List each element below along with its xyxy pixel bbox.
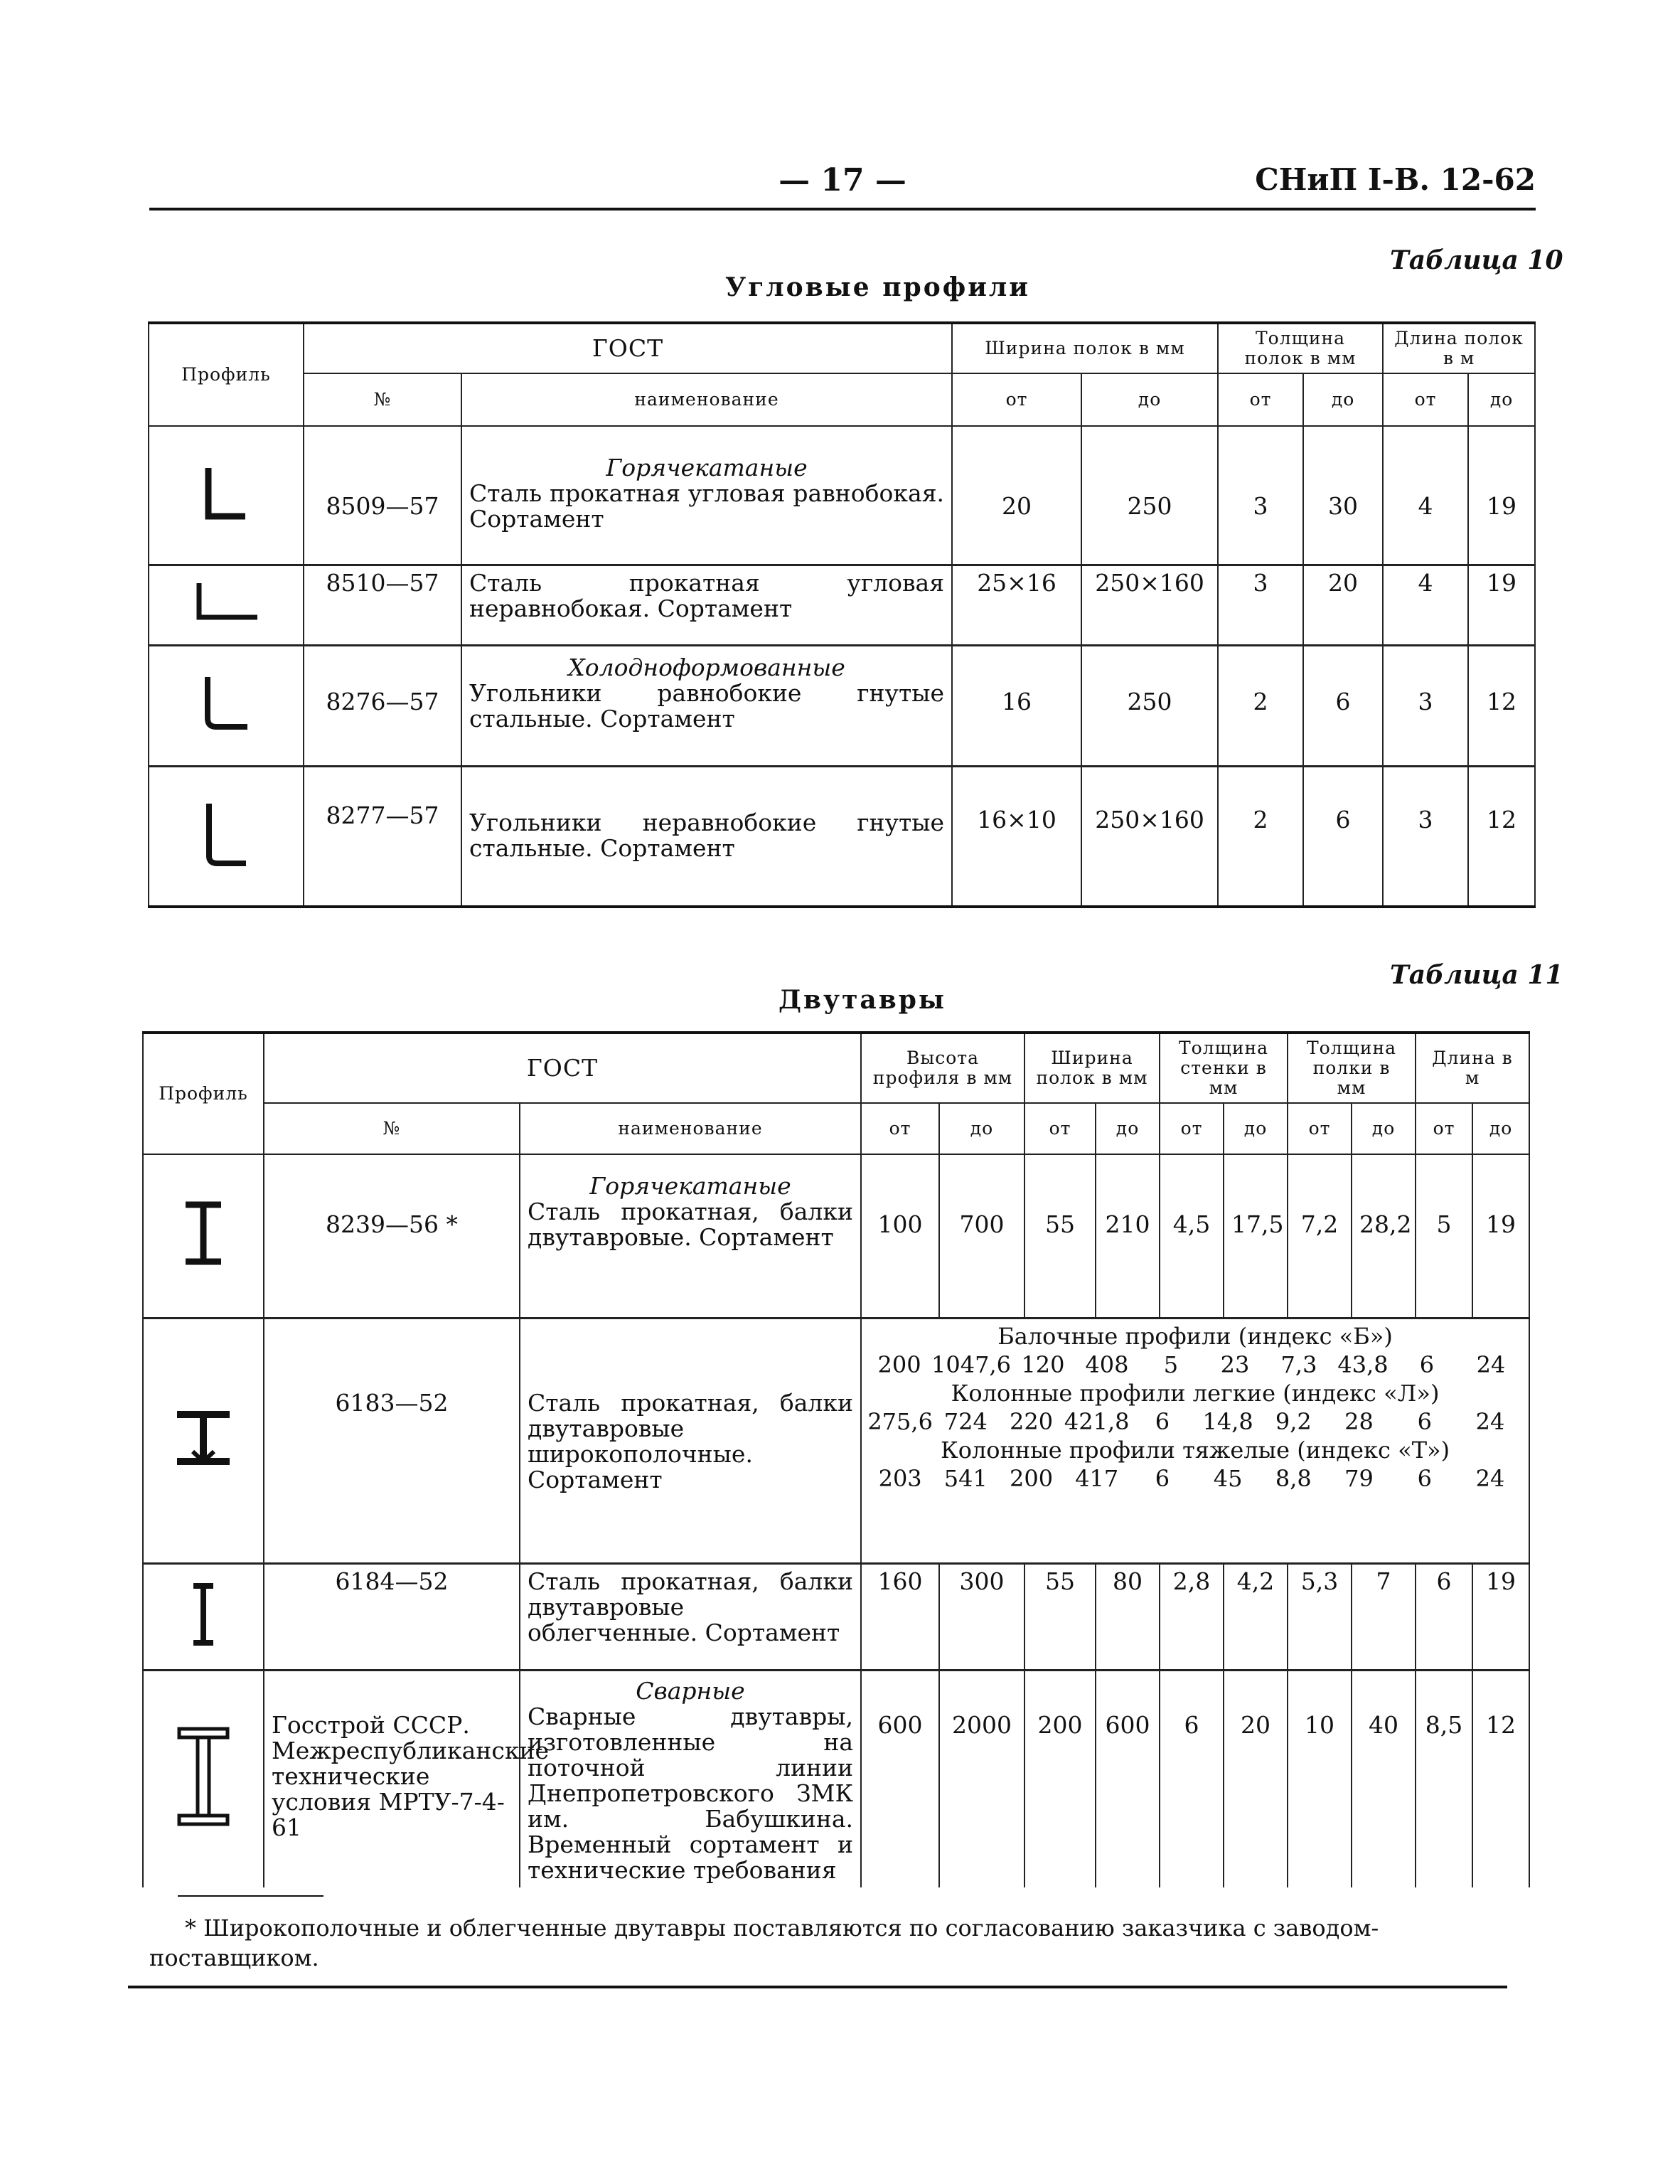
value-cell: 5,3 [1288, 1563, 1352, 1670]
value-cell: 10 [1288, 1670, 1352, 1887]
subgroup-values-heavy-column [867, 1464, 1523, 1493]
col-length: Длина в м [1416, 1033, 1529, 1103]
col-to: до [1472, 1103, 1529, 1154]
col-flange-thickness: Толщина полки в мм [1288, 1033, 1416, 1103]
group-heading-welded: Сварные [636, 1676, 745, 1705]
col-width: Ширина полок в мм [1024, 1033, 1160, 1103]
table11-title: Двутавры [779, 985, 946, 1015]
value-cell: 25×16 [952, 565, 1081, 645]
bent-unequal-angle-icon [198, 798, 255, 869]
value-cell: 6 [1303, 766, 1383, 907]
table-row [149, 426, 1535, 565]
value-cell: 6 [1155, 1407, 1170, 1435]
value-cell: 4 [1383, 426, 1468, 565]
value-cell: 19 [1472, 1154, 1529, 1318]
value-cell: 43,8 [1337, 1351, 1389, 1378]
value-cell: 7 [1352, 1563, 1416, 1670]
value-cell: 20 [1303, 565, 1383, 645]
value-cell: 220 [1009, 1407, 1054, 1435]
value-cell: 55 [1024, 1563, 1096, 1670]
value-cell: 8,5 [1416, 1670, 1472, 1887]
gost-number: 8239—56 * [264, 1154, 520, 1318]
value-cell: 12 [1468, 766, 1535, 907]
col-number: № [304, 373, 461, 426]
value-cell: 12 [1468, 645, 1535, 766]
value-cell: 20 [1224, 1670, 1288, 1887]
col-profile: Профиль [149, 323, 304, 426]
value-cell: 210 [1096, 1154, 1160, 1318]
gost-name: Сталь прокатная, балки двутавровые. Сортамент [528, 1198, 854, 1251]
col-to: до [1081, 373, 1218, 426]
value-cell: 17,5 [1224, 1154, 1288, 1318]
welded-i-beam-icon [175, 1723, 232, 1830]
value-cell: 541 [943, 1464, 988, 1492]
i-beam-profile-icon [178, 1198, 228, 1269]
subgroup-caption-beam: Балочные профили (индекс «Б») [997, 1322, 1393, 1350]
value-cell: 16 [952, 645, 1081, 766]
value-cell: 19 [1468, 426, 1535, 565]
col-from: от [861, 1103, 939, 1154]
subgroup-values-beam [867, 1351, 1523, 1379]
value-cell: 421,8 [1064, 1407, 1130, 1435]
col-number: № [264, 1103, 520, 1154]
table-angle-profiles [148, 321, 1536, 908]
value-cell: 6 [1419, 1351, 1435, 1378]
gost-number: 8276—57 [304, 645, 461, 766]
value-cell: 6 [1417, 1407, 1432, 1435]
page-number: — 17 — [779, 162, 906, 198]
gost-name: Сталь прокатная, балки двутавровые облегченные. Сортамент [520, 1563, 861, 1670]
value-cell: 275,6 [867, 1407, 933, 1435]
col-from: от [1383, 373, 1468, 426]
value-cell: 200 [877, 1351, 921, 1378]
gost-number: Госстрой СССР. Межреспубликанские технические условия МРТУ-7-4-61 [264, 1670, 520, 1887]
col-height: Высота профиля в мм [861, 1033, 1024, 1103]
value-cell: 600 [1096, 1670, 1160, 1887]
value-cell: 6 [1303, 645, 1383, 766]
col-to: до [1352, 1103, 1416, 1154]
value-cell: 1047,6 [931, 1351, 1011, 1378]
col-web-thickness: Толщина стенки в мм [1160, 1033, 1288, 1103]
value-cell: 28,2 [1352, 1154, 1416, 1318]
value-cell: 8,8 [1275, 1464, 1312, 1492]
value-cell: 250 [1081, 426, 1218, 565]
value-cell: 200 [1009, 1464, 1054, 1492]
value-cell: 6 [1160, 1670, 1224, 1887]
col-from: от [1416, 1103, 1472, 1154]
value-cell: 100 [861, 1154, 939, 1318]
value-cell: 6 [1155, 1464, 1170, 1492]
col-to: до [1224, 1103, 1288, 1154]
value-cell: 2 [1218, 766, 1303, 907]
value-cell: 30 [1303, 426, 1383, 565]
value-cell: 3 [1383, 766, 1468, 907]
table-row [149, 565, 1535, 645]
value-cell: 20 [952, 426, 1081, 565]
value-cell: 24 [1476, 1351, 1506, 1378]
value-cell: 250×160 [1081, 766, 1218, 907]
value-cell: 203 [878, 1464, 922, 1492]
unequal-angle-profile-icon [191, 577, 262, 627]
value-cell: 19 [1468, 565, 1535, 645]
col-gost: ГОСТ [264, 1033, 861, 1103]
table-row [143, 1670, 1529, 1887]
gost-number: 6183—52 [264, 1318, 520, 1563]
value-cell: 79 [1344, 1464, 1374, 1492]
gost-name: Угольники неравнобокие гнутые стальные. Сортамент [461, 766, 952, 907]
value-cell: 6 [1416, 1563, 1472, 1670]
value-cell: 7,2 [1288, 1154, 1352, 1318]
col-name: наименование [520, 1103, 861, 1154]
value-cell: 28 [1344, 1407, 1374, 1435]
bent-equal-angle-icon [198, 671, 255, 735]
value-cell: 16×10 [952, 766, 1081, 907]
value-cell: 80 [1096, 1563, 1160, 1670]
col-to: до [1468, 373, 1535, 426]
col-from: от [1218, 373, 1303, 426]
gost-number: 8510—57 [304, 565, 461, 645]
value-cell: 45 [1213, 1464, 1243, 1492]
value-cell: 2000 [939, 1670, 1024, 1887]
gost-name: Сталь прокатная угловая равнобокая. Сортамент [469, 479, 945, 533]
col-to: до [939, 1103, 1024, 1154]
value-cell: 6 [1417, 1464, 1432, 1492]
value-cell: 600 [861, 1670, 939, 1887]
value-cell: 417 [1075, 1464, 1119, 1492]
value-cell: 250 [1081, 645, 1218, 766]
value-cell: 200 [1024, 1670, 1096, 1887]
value-cell: 700 [939, 1154, 1024, 1318]
footnote-separator [178, 1895, 323, 1897]
value-cell: 3 [1383, 645, 1468, 766]
gost-name: Сталь прокатная угловая неравнобокая. Сортамент [461, 565, 952, 645]
bottom-rule [128, 1986, 1507, 1988]
table-row [143, 1318, 1529, 1563]
value-cell: 5 [1416, 1154, 1472, 1318]
table10-label: Таблица 10 [1390, 245, 1563, 275]
value-cell: 3 [1218, 426, 1303, 565]
value-cell: 55 [1024, 1154, 1096, 1318]
col-to: до [1303, 373, 1383, 426]
col-profile: Профиль [143, 1033, 264, 1154]
value-cell: 7,3 [1280, 1351, 1317, 1378]
table-row [149, 766, 1535, 907]
col-width: Ширина полок в мм [952, 323, 1218, 373]
gost-number: 8277—57 [304, 766, 461, 907]
wide-flange-beam-icon [171, 1406, 235, 1470]
value-cell: 3 [1218, 565, 1303, 645]
value-cell: 724 [943, 1407, 988, 1435]
subgroup-caption-heavy-column: Колонные профили тяжелые (индекс «Т») [940, 1436, 1450, 1464]
gost-name: Сталь прокатная, балки двутавровые широкополочные. Сортамент [520, 1318, 861, 1563]
table-row [149, 645, 1535, 766]
table-i-beams [142, 1031, 1530, 1887]
lightweight-i-beam-icon [182, 1579, 225, 1650]
value-cell: 5 [1163, 1351, 1179, 1378]
table11-label: Таблица 11 [1390, 960, 1563, 990]
group-heading-hot-rolled: Горячекатаные [589, 1172, 791, 1200]
value-cell: 12 [1472, 1670, 1529, 1887]
col-length: Длина полок в м [1383, 323, 1535, 373]
col-name: наименование [461, 373, 952, 426]
value-cell: 19 [1472, 1563, 1529, 1670]
table10-title: Угловые профили [725, 272, 1030, 302]
group-heading-hot-rolled: Горячекатаные [606, 454, 808, 481]
value-cell: 4,5 [1160, 1154, 1224, 1318]
value-cell: 300 [939, 1563, 1024, 1670]
value-cell: 14,8 [1202, 1407, 1253, 1435]
page-header [149, 158, 1536, 211]
table-row [143, 1563, 1529, 1670]
col-from: от [952, 373, 1081, 426]
value-cell: 4,2 [1224, 1563, 1288, 1670]
value-cell: 2,8 [1160, 1563, 1224, 1670]
col-from: от [1160, 1103, 1224, 1154]
gost-name: Угольники равнобокие гнутые стальные. Сортамент [469, 678, 945, 733]
value-cell: 24 [1475, 1464, 1505, 1492]
col-from: от [1024, 1103, 1096, 1154]
col-thickness: Толщина полок в мм [1218, 323, 1383, 373]
value-cell: 160 [861, 1563, 939, 1670]
equal-angle-profile-icon [201, 461, 251, 525]
gost-number: 8509—57 [304, 426, 461, 565]
subgroup-caption-light-column: Колонные профили легкие (индекс «Л») [951, 1379, 1440, 1407]
value-cell: 40 [1352, 1670, 1416, 1887]
gost-name: Сварные двутавры, изготовленные на поточной линии Днепропетровского ЗМК им. Бабушкина. Временный сортамент и технические требования [528, 1702, 854, 1884]
value-cell: 4 [1383, 565, 1468, 645]
value-cell: 24 [1475, 1407, 1505, 1435]
value-cell: 408 [1085, 1351, 1129, 1378]
gost-number: 6184—52 [264, 1563, 520, 1670]
value-cell: 9,2 [1275, 1407, 1312, 1435]
wide-flange-subgroups [861, 1318, 1529, 1563]
col-to: до [1096, 1103, 1160, 1154]
col-from: от [1288, 1103, 1352, 1154]
value-cell: 250×160 [1081, 565, 1218, 645]
document-code: СНиП I-В. 12-62 [1255, 162, 1536, 197]
subgroup-values-light-column [867, 1407, 1523, 1436]
table-row [143, 1154, 1529, 1318]
footnote: * Широкополочные и облегченные двутавры поставляются по согласованию заказчика с заводом-поставщиком. [149, 1914, 1379, 1971]
value-cell: 23 [1220, 1351, 1250, 1378]
group-heading-cold-formed: Холодноформованные [568, 653, 845, 681]
col-gost: ГОСТ [304, 323, 952, 373]
value-cell: 2 [1218, 645, 1303, 766]
value-cell: 120 [1021, 1351, 1065, 1378]
